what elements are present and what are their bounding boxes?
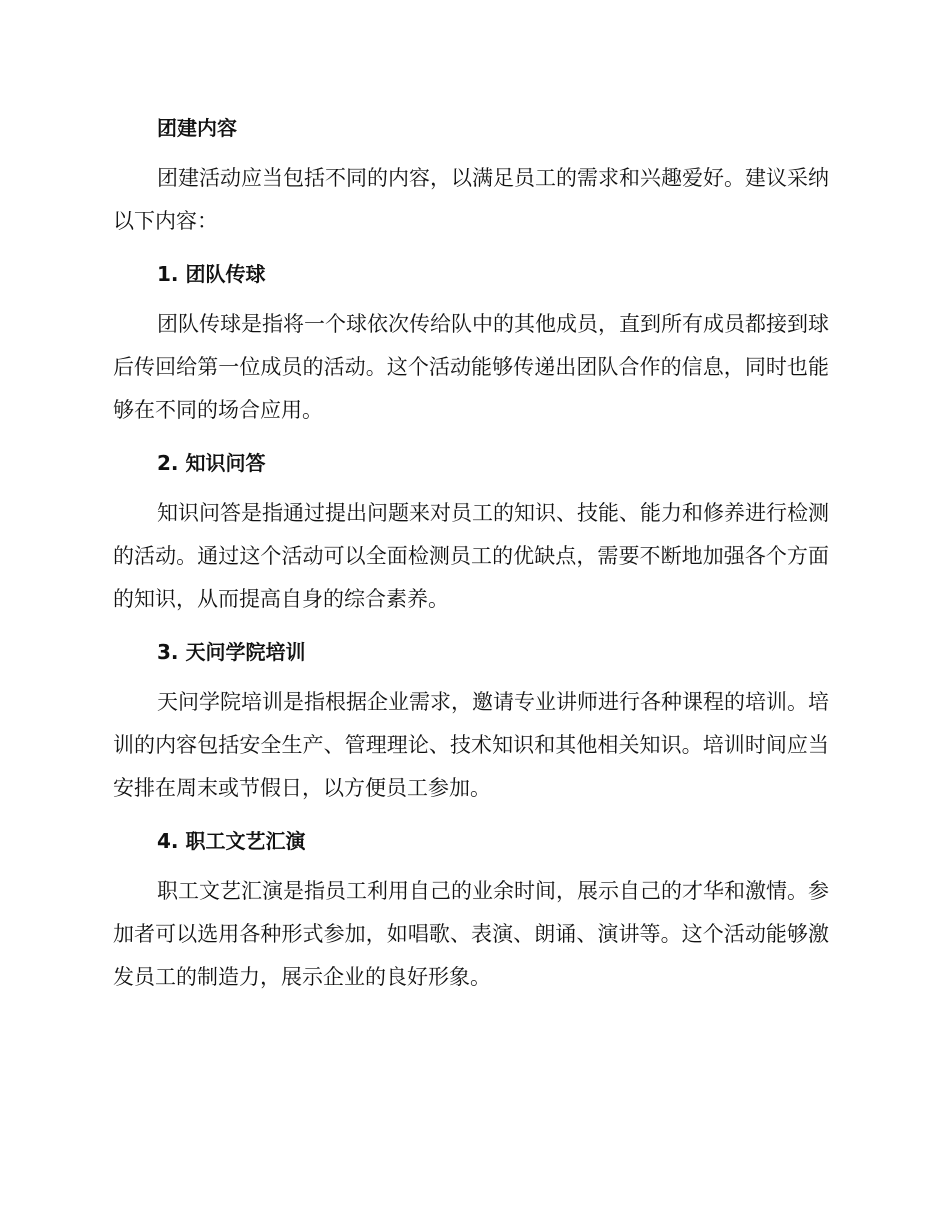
document-body xyxy=(113,105,829,1007)
document-title: 团建内容 xyxy=(157,116,237,140)
section-heading-team-ball-pass: 1. 团队传球 xyxy=(157,262,266,286)
section-body-academy-training: 天问学院培训是指根据企业需求，邀请专业讲师进行各种课程的培训。培训的内容包括安全生产、管理理论、技术知识和其他相关知识。培训时间应当安排在周末或节假日，以方便员工参加。 xyxy=(113,690,829,800)
section-body-staff-performance: 职工文艺汇演是指员工利用自己的业余时间，展示自己的才华和激情。参加者可以选用各种形式参加，如唱歌、表演、朗诵、演讲等。这个活动能够激发员工的制造力，展示企业的良好形象。 xyxy=(113,879,829,989)
section-heading-academy-training: 3. 天问学院培训 xyxy=(157,640,306,664)
intro-paragraph: 团建活动应当包括不同的内容，以满足员工的需求和兴趣爱好。建议采纳以下内容： xyxy=(113,166,829,233)
section-body-knowledge-quiz: 知识问答是指通过提出问题来对员工的知识、技能、能力和修养进行检测的活动。通过这个活动可以全面检测员工的优缺点，需要不断地加强各个方面的知识，从而提高自身的综合素养。 xyxy=(113,501,829,611)
section-heading-staff-performance: 4. 职工文艺汇演 xyxy=(157,829,306,853)
section-heading-knowledge-quiz: 2. 知识问答 xyxy=(157,451,266,475)
section-body-team-ball-pass: 团队传球是指将一个球依次传给队中的其他成员，直到所有成员都接到球后传回给第一位成员的活动。这个活动能够传递出团队合作的信息，同时也能够在不同的场合应用。 xyxy=(113,312,829,422)
